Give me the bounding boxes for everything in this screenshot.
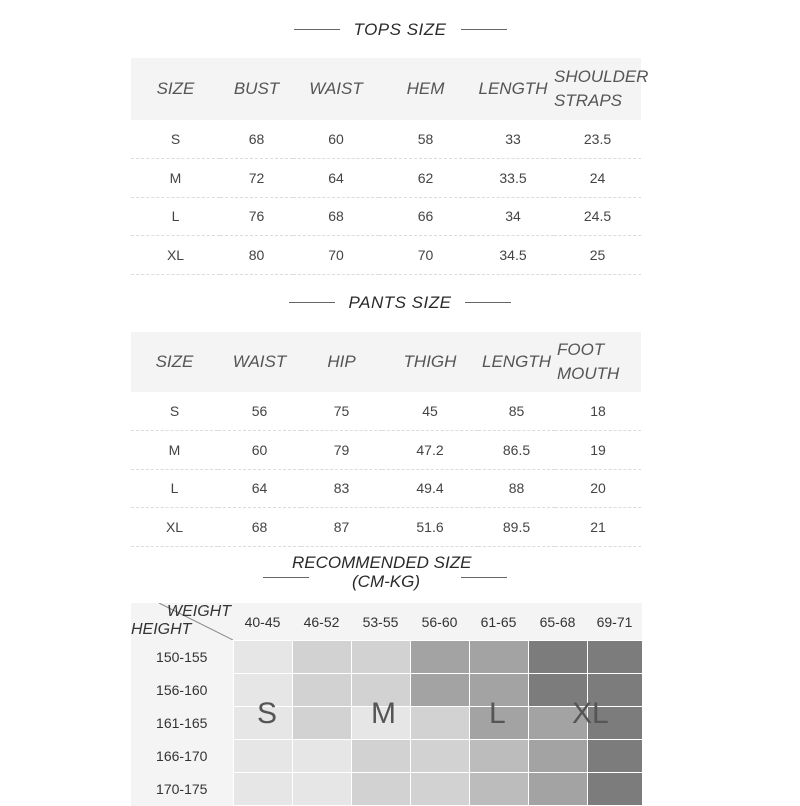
- tops-header-waist: WAIST: [293, 58, 379, 120]
- size-label-xl: XL: [572, 697, 609, 730]
- pants-row: [131, 508, 641, 547]
- pants-row: [131, 392, 641, 431]
- title-rule-right: [465, 302, 511, 303]
- pants-cell: 51.6: [382, 508, 478, 547]
- size-grid-cell: [351, 740, 410, 773]
- size-grid-cell: [292, 707, 351, 740]
- tops-cell: 60: [293, 120, 379, 159]
- tops-cell: 62: [379, 159, 472, 198]
- weight-header: 65-68: [528, 603, 587, 641]
- tops-cell: 58: [379, 120, 472, 159]
- pants-cell: 75: [301, 392, 382, 431]
- pants-cell: 64: [218, 469, 301, 508]
- tops-cell: 34: [472, 197, 554, 236]
- height-row: [131, 773, 642, 806]
- size-grid-cell: [233, 740, 292, 773]
- size-grid-cell: [410, 740, 469, 773]
- height-header: 161-165: [131, 707, 233, 740]
- recommended-subtitle: (CM-KG): [352, 572, 420, 591]
- size-grid-cell: [351, 641, 410, 674]
- corner-weight-label: WEIGHT: [167, 603, 231, 621]
- pants-cell: S: [131, 392, 218, 431]
- size-grid-cell: [233, 641, 292, 674]
- tops-cell: 72: [220, 159, 293, 198]
- size-grid-cell: [410, 773, 469, 806]
- pants-row: [131, 469, 641, 508]
- pants-row: [131, 431, 641, 470]
- tops-header-row: [131, 58, 641, 120]
- pants-cell: 20: [555, 469, 641, 508]
- tops-header-size: SIZE: [131, 58, 220, 120]
- tops-cell: 24.5: [554, 197, 641, 236]
- size-label-s: S: [257, 697, 278, 730]
- recommended-corner-cell: [131, 603, 233, 641]
- size-grid-cell: [469, 773, 528, 806]
- tops-cell: 23.5: [554, 120, 641, 159]
- title-rule-left: [294, 29, 340, 30]
- pants-cell: 79: [301, 431, 382, 470]
- size-grid-cell: [292, 674, 351, 707]
- size-grid-cell: [469, 740, 528, 773]
- pants-header-row: [131, 332, 641, 392]
- tops-header-hem: HEM: [379, 58, 472, 120]
- tops-cell: 68: [220, 120, 293, 159]
- tops-cell: 34.5: [472, 236, 554, 275]
- tops-cell: 66: [379, 197, 472, 236]
- tops-cell: 76: [220, 197, 293, 236]
- pants-header-thigh: THIGH: [382, 332, 478, 392]
- tops-cell: 70: [379, 236, 472, 275]
- tops-header-shoulder-straps: SHOULDER STRAPS: [554, 58, 641, 120]
- pants-cell: 89.5: [478, 508, 555, 547]
- pants-title: PANTS SIZE: [348, 292, 452, 312]
- pants-header-length: LENGTH: [478, 332, 555, 392]
- weight-header: 53-55: [351, 603, 410, 641]
- pants-cell: 68: [218, 508, 301, 547]
- recommended-rule-right: [461, 577, 507, 578]
- size-grid-cell: [587, 740, 642, 773]
- tops-row: [131, 236, 641, 275]
- tops-header-bust: BUST: [220, 58, 293, 120]
- pants-cell: 87: [301, 508, 382, 547]
- size-label-l: L: [489, 697, 506, 730]
- pants-cell: 85: [478, 392, 555, 431]
- pants-cell: 56: [218, 392, 301, 431]
- pants-cell: XL: [131, 508, 218, 547]
- title-rule-left: [289, 302, 335, 303]
- pants-header-foot-mouth: FOOT MOUTH: [555, 332, 641, 392]
- size-grid-cell: [587, 641, 642, 674]
- weight-header: 56-60: [410, 603, 469, 641]
- height-row: [131, 740, 642, 773]
- weight-header: 46-52: [292, 603, 351, 641]
- height-header: 170-175: [131, 773, 233, 806]
- tops-title: TOPS SIZE: [353, 19, 447, 39]
- tops-cell: 68: [293, 197, 379, 236]
- weight-header: 61-65: [469, 603, 528, 641]
- weight-header: 40-45: [233, 603, 292, 641]
- size-grid-cell: [528, 740, 587, 773]
- pants-cell: 45: [382, 392, 478, 431]
- pants-size-table: [131, 332, 641, 547]
- weight-header: 69-71: [587, 603, 642, 641]
- size-grid-cell: [469, 641, 528, 674]
- pants-header-hip: HIP: [301, 332, 382, 392]
- pants-header-size: SIZE: [131, 332, 218, 392]
- tops-cell: S: [131, 120, 220, 159]
- tops-cell: 24: [554, 159, 641, 198]
- size-grid-cell: [587, 773, 642, 806]
- size-grid-cell: [233, 773, 292, 806]
- pants-cell: 86.5: [478, 431, 555, 470]
- tops-cell: 80: [220, 236, 293, 275]
- tops-cell: 64: [293, 159, 379, 198]
- height-row: [131, 641, 642, 674]
- tops-cell: L: [131, 197, 220, 236]
- size-grid-cell: [351, 773, 410, 806]
- pants-cell: 49.4: [382, 469, 478, 508]
- tops-cell: 70: [293, 236, 379, 275]
- tops-row: [131, 159, 641, 198]
- size-grid-cell: [292, 641, 351, 674]
- height-header: 166-170: [131, 740, 233, 773]
- recommended-rule-left: [263, 577, 309, 578]
- corner-height-label: HEIGHT: [131, 621, 192, 639]
- pants-cell: 19: [555, 431, 641, 470]
- pants-cell: M: [131, 431, 218, 470]
- tops-cell: 25: [554, 236, 641, 275]
- size-grid-cell: [292, 773, 351, 806]
- recommended-title: RECOMMENDED SIZE: [292, 553, 472, 572]
- height-header: 156-160: [131, 674, 233, 707]
- pants-cell: L: [131, 469, 218, 508]
- size-grid-cell: [528, 773, 587, 806]
- size-grid-cell: [410, 641, 469, 674]
- tops-cell: M: [131, 159, 220, 198]
- size-label-m: M: [371, 697, 396, 730]
- pants-cell: 21: [555, 508, 641, 547]
- height-header: 150-155: [131, 641, 233, 674]
- title-rule-right: [461, 29, 507, 30]
- size-grid-cell: [410, 674, 469, 707]
- pants-cell: 88: [478, 469, 555, 508]
- tops-cell: 33: [472, 120, 554, 159]
- pants-section-title: [0, 292, 800, 313]
- recommended-header-row: [131, 603, 642, 641]
- tops-row: [131, 120, 641, 159]
- tops-row: [131, 197, 641, 236]
- pants-cell: 60: [218, 431, 301, 470]
- size-grid-cell: [292, 740, 351, 773]
- tops-cell: XL: [131, 236, 220, 275]
- tops-cell: 33.5: [472, 159, 554, 198]
- pants-cell: 47.2: [382, 431, 478, 470]
- tops-size-table: [131, 58, 649, 275]
- tops-section-title: [0, 19, 800, 40]
- pants-cell: 83: [301, 469, 382, 508]
- size-grid-cell: [410, 707, 469, 740]
- pants-cell: 18: [555, 392, 641, 431]
- pants-header-waist: WAIST: [218, 332, 301, 392]
- tops-header-length: LENGTH: [472, 58, 554, 120]
- size-grid-cell: [528, 641, 587, 674]
